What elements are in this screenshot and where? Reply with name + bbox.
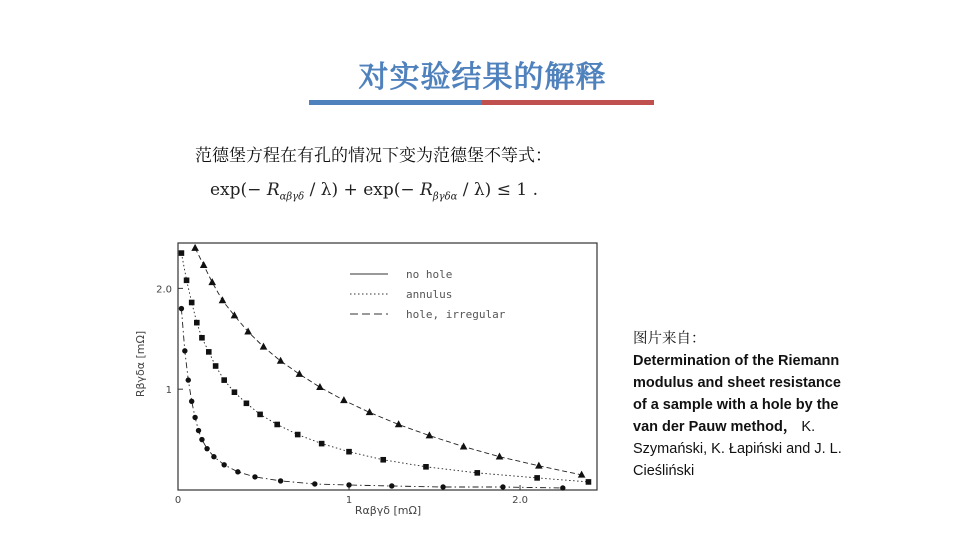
formula-neg-2: − <box>400 180 415 200</box>
source-label: 图片来自： <box>633 331 706 347</box>
data-point-no-hole <box>211 454 216 459</box>
formula-plus: + <box>343 180 358 200</box>
data-point-annulus <box>295 432 301 438</box>
data-point-hole-irregular <box>191 244 199 251</box>
data-point-hole-irregular <box>208 278 216 285</box>
formula-neg-1: − <box>247 180 262 200</box>
data-point-no-hole <box>186 377 191 382</box>
x-tick-label: 2.0 <box>512 495 528 506</box>
data-point-no-hole <box>389 483 394 488</box>
data-point-no-hole <box>182 348 187 353</box>
data-point-annulus <box>257 412 263 418</box>
data-point-annulus <box>244 400 250 406</box>
data-point-no-hole <box>346 482 351 487</box>
data-point-hole-irregular <box>260 343 268 350</box>
series-line-no-hole <box>181 309 562 489</box>
plot-frame <box>178 243 597 490</box>
resistance-scatter-chart <box>130 236 610 526</box>
data-point-no-hole <box>199 437 204 442</box>
data-point-hole-irregular <box>535 462 543 469</box>
data-point-hole-irregular <box>296 370 304 377</box>
formula-le: ≤ 1 . <box>496 180 538 200</box>
data-point-annulus <box>179 250 185 256</box>
data-point-hole-irregular <box>316 383 324 390</box>
data-point-hole-irregular <box>277 357 285 364</box>
data-point-annulus <box>380 457 386 463</box>
x-tick-label: 1 <box>345 495 353 506</box>
data-point-annulus <box>213 363 219 369</box>
data-point-annulus <box>534 475 540 481</box>
slide-title: 对实验结果的解释 <box>358 60 607 95</box>
data-point-annulus <box>184 278 190 284</box>
formula-div-2: / λ <box>462 180 485 200</box>
data-point-no-hole <box>192 415 197 420</box>
y-tick-label: 1 <box>165 385 172 397</box>
series-line-hole-irregular <box>195 248 581 475</box>
data-point-hole-irregular <box>340 396 348 403</box>
data-point-annulus <box>206 349 212 355</box>
data-point-annulus <box>346 449 352 455</box>
data-point-hole-irregular <box>244 328 252 335</box>
series-line-annulus <box>181 253 588 482</box>
data-point-annulus <box>319 441 325 447</box>
data-point-hole-irregular <box>219 296 227 303</box>
data-point-annulus <box>474 470 480 476</box>
source-paper-title: Determination of the Riemann modulus and sheet resistance of a sample with a hole by the van der Pauw method， <box>633 353 841 435</box>
data-point-hole-irregular <box>200 261 208 268</box>
image-source <box>633 328 848 482</box>
data-point-no-hole <box>500 484 505 489</box>
formula-r-2: R <box>420 180 433 200</box>
data-point-no-hole <box>235 469 240 474</box>
title-underline-red <box>482 100 654 105</box>
data-point-no-hole <box>179 306 184 311</box>
data-point-annulus <box>274 422 280 428</box>
data-point-no-hole <box>221 462 226 467</box>
data-point-annulus <box>221 377 227 383</box>
formula-div-1: / λ <box>309 180 332 200</box>
data-point-hole-irregular <box>460 442 468 449</box>
formula-exp-2: exp <box>363 180 394 200</box>
data-point-annulus <box>232 389 238 395</box>
source-authors: K. Szymański, K. Łapiński and J. L. Cieśliński <box>633 419 842 479</box>
title-underline-blue <box>309 100 482 105</box>
data-point-annulus <box>586 479 592 485</box>
data-point-no-hole <box>278 478 283 483</box>
formula-exp-1: exp <box>210 180 241 200</box>
data-point-no-hole <box>560 485 565 490</box>
van-der-pauw-inequality: $\exp(- R_{\alpha\beta\gamma\delta} / \lambda) + \exp(- R_{\beta\gamma\delta\alpha} / \lambda) \le 1$ . <box>210 180 538 203</box>
formula-r-2-sub: βγδα <box>432 191 458 203</box>
data-point-annulus <box>199 335 205 341</box>
data-point-no-hole <box>312 481 317 486</box>
data-point-no-hole <box>189 399 194 404</box>
legend-label-no-hole: no hole <box>406 268 453 281</box>
data-point-annulus <box>423 464 429 470</box>
data-point-annulus <box>194 320 200 326</box>
data-point-no-hole <box>440 484 445 489</box>
data-point-no-hole <box>252 474 257 479</box>
data-point-hole-irregular <box>366 408 374 415</box>
x-axis-label: Rαβγδ [mΩ] <box>354 504 422 517</box>
formula-r-1: R <box>266 180 280 200</box>
data-point-no-hole <box>196 428 201 433</box>
legend-label-hole-irregular: hole, irregular <box>406 308 506 321</box>
y-axis-label: Rβγδα [mΩ] <box>134 330 147 398</box>
data-point-no-hole <box>204 446 209 451</box>
data-point-annulus <box>189 300 195 306</box>
legend-label-annulus: annulus <box>406 288 453 301</box>
x-tick-label: 0 <box>174 495 182 506</box>
intro-text: 范德堡方程在有孔的情况下变为范德堡不等式： <box>195 146 552 166</box>
formula-r-1-sub: αβγδ <box>279 191 305 203</box>
data-point-hole-irregular <box>496 453 504 460</box>
y-tick-label: 2.0 <box>156 284 172 296</box>
